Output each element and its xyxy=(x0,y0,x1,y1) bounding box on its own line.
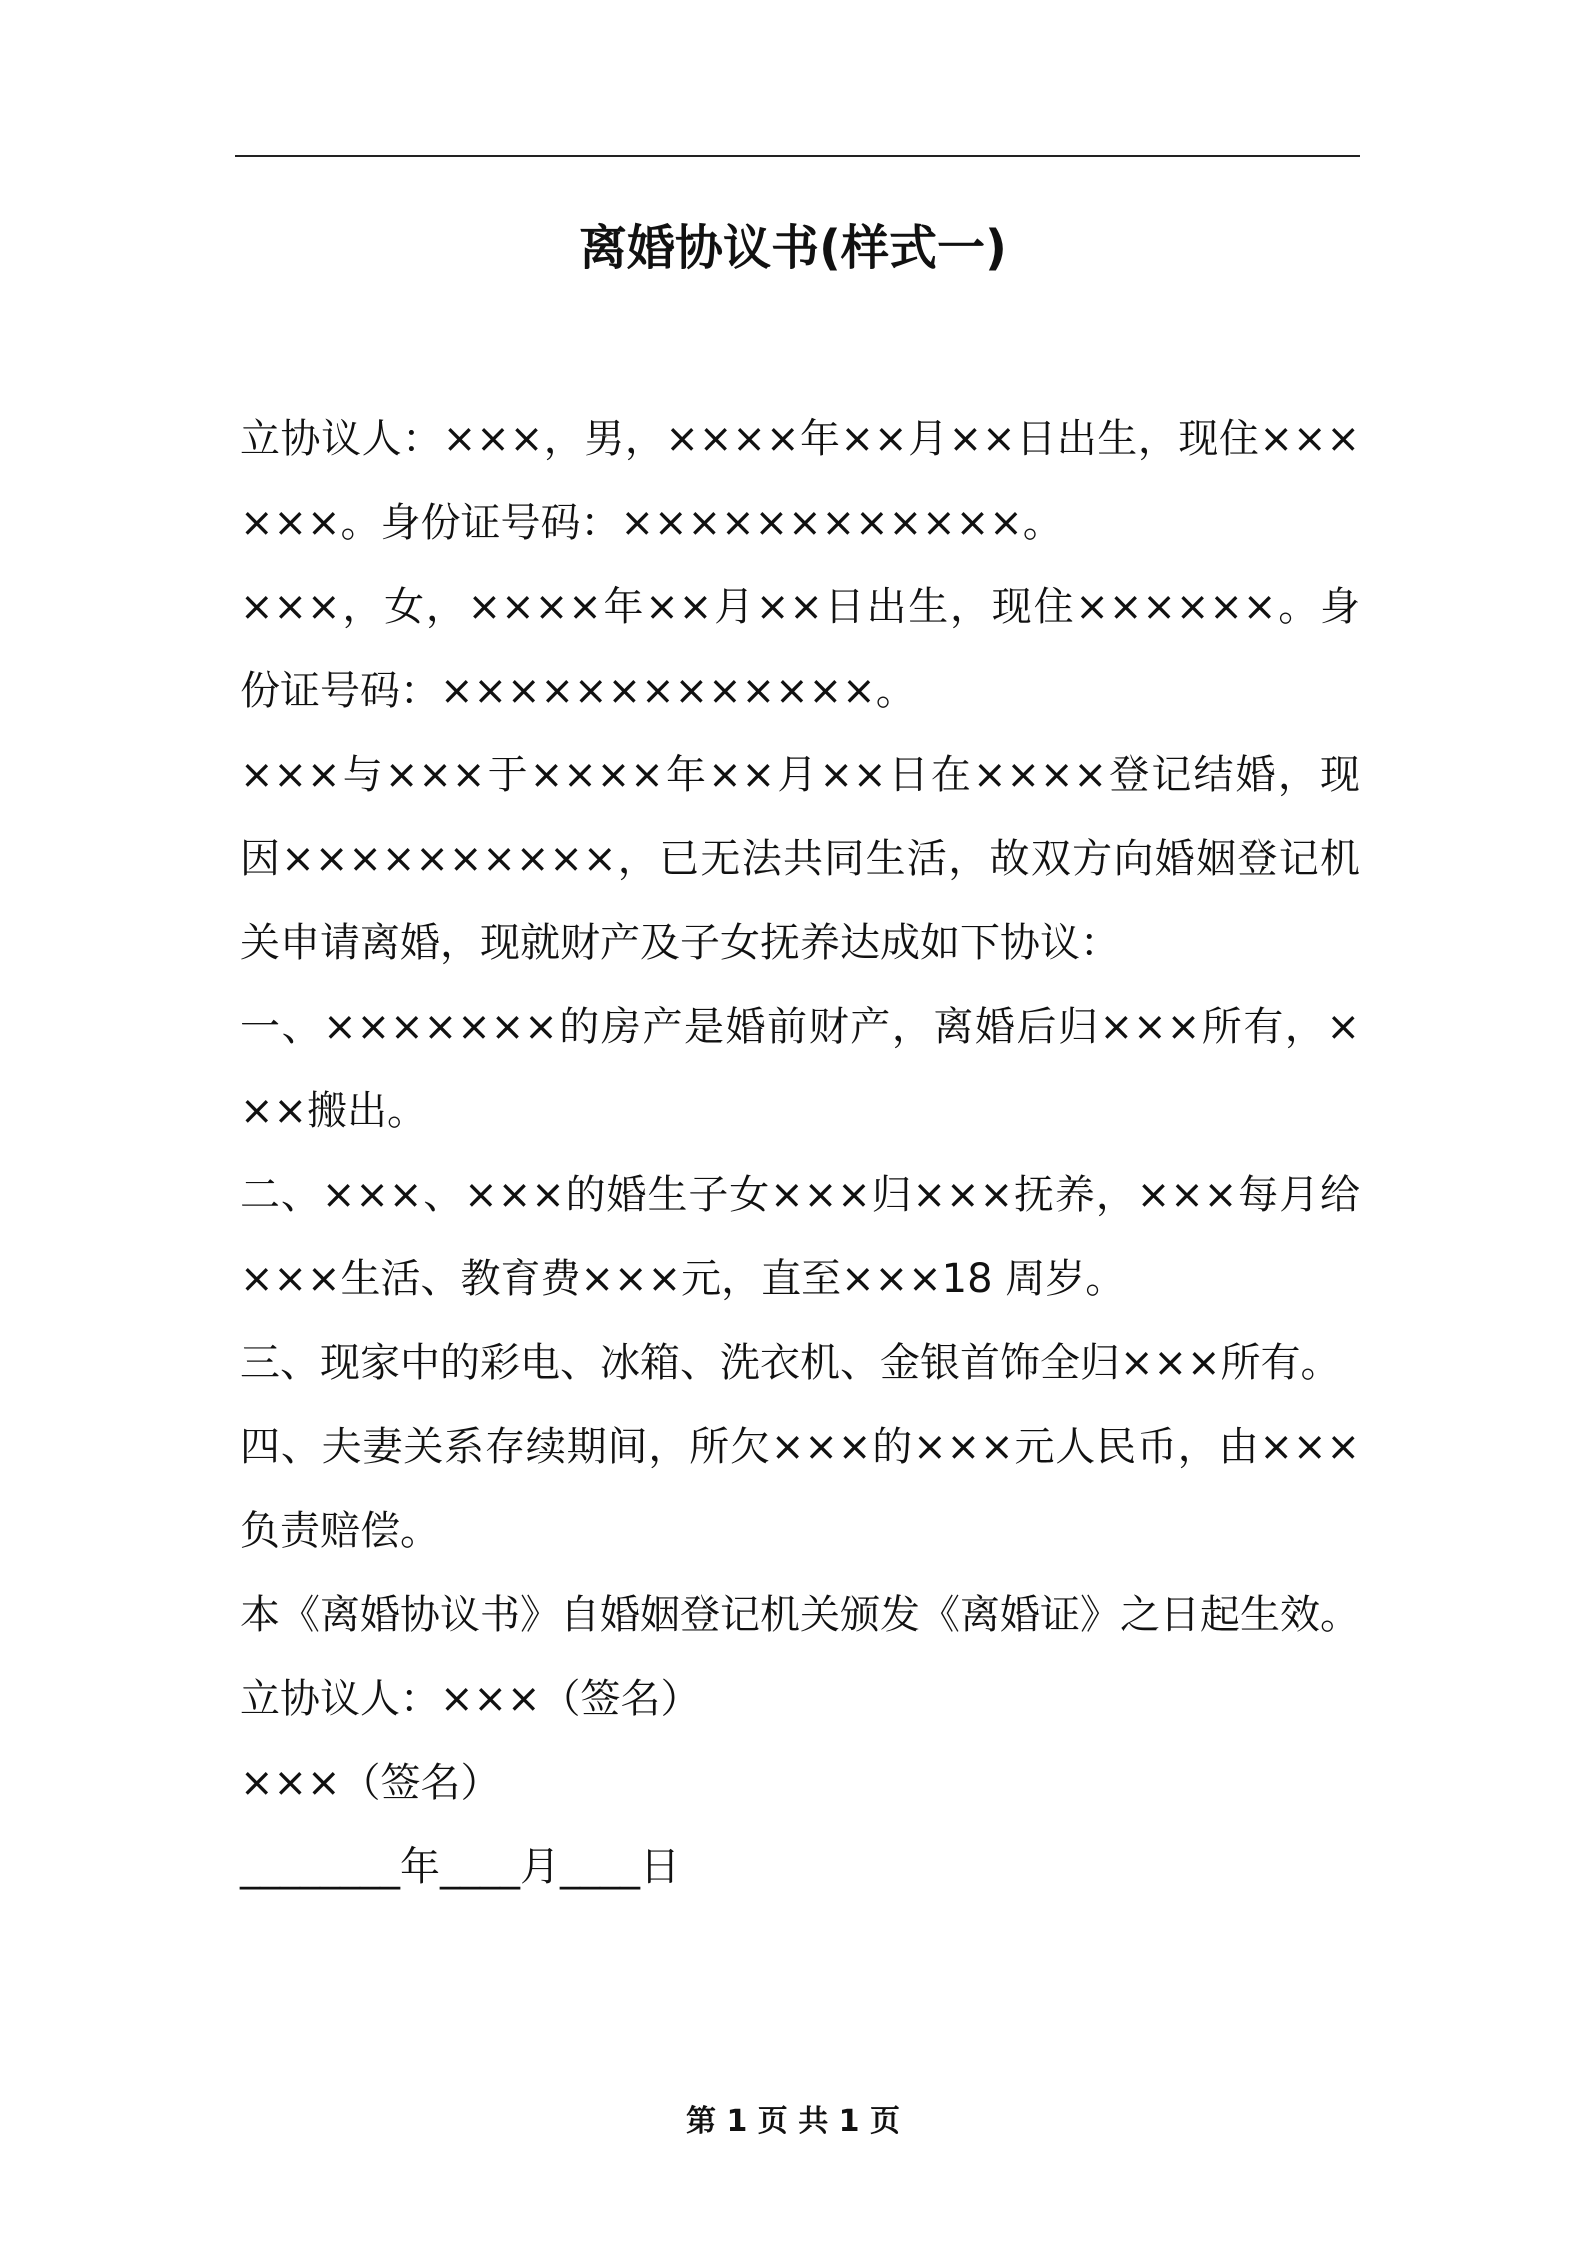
signature-party-2: ×××（签名） xyxy=(240,1760,501,1806)
document-body xyxy=(240,397,1360,1909)
clause-3-household-items: 三、现家中的彩电、冰箱、洗衣机、金银首饰全归×××所有。 xyxy=(240,1340,1341,1386)
page-number-footer: 第 1 页 共 1 页 xyxy=(686,2104,900,2139)
paragraph-preamble: ×××与×××于××××年××月××日在××××登记结婚，现因××××××××××，已无法共同生活，故双方向婚姻登记机关申请离婚，现就财产及子女抚养达成如下协议： xyxy=(240,752,1360,966)
paragraph-party-male: 立协议人：×××，男，××××年××月××日出生，现住××××××。身份证号码：××××××××××××。 xyxy=(240,416,1360,546)
document-title: 离婚协议书(样式一) xyxy=(579,220,1007,276)
clause-1-property: 一、×××××××的房产是婚前财产，离婚后归×××所有，×××搬出。 xyxy=(240,1004,1360,1134)
paragraph-effective: 本《离婚协议书》自婚姻登记机关颁发《离婚证》之日起生效。 xyxy=(240,1592,1360,1638)
clause-4-debt: 四、夫妻关系存续期间，所欠×××的×××元人民币，由×××负责赔偿。 xyxy=(240,1424,1360,1554)
paragraph-party-female: ×××，女，××××年××月××日出生，现住××××××。身份证号码：×××××××××××××。 xyxy=(240,584,1360,714)
signature-party-1: 立协议人：×××（签名） xyxy=(240,1676,701,1722)
date-line: ________年____月____日 xyxy=(240,1844,680,1890)
clause-2-custody: 二、×××、×××的婚生子女×××归×××抚养，×××每月给×××生活、教育费×××元，直至×××18 周岁。 xyxy=(240,1172,1360,1302)
header-rule xyxy=(235,155,1360,157)
